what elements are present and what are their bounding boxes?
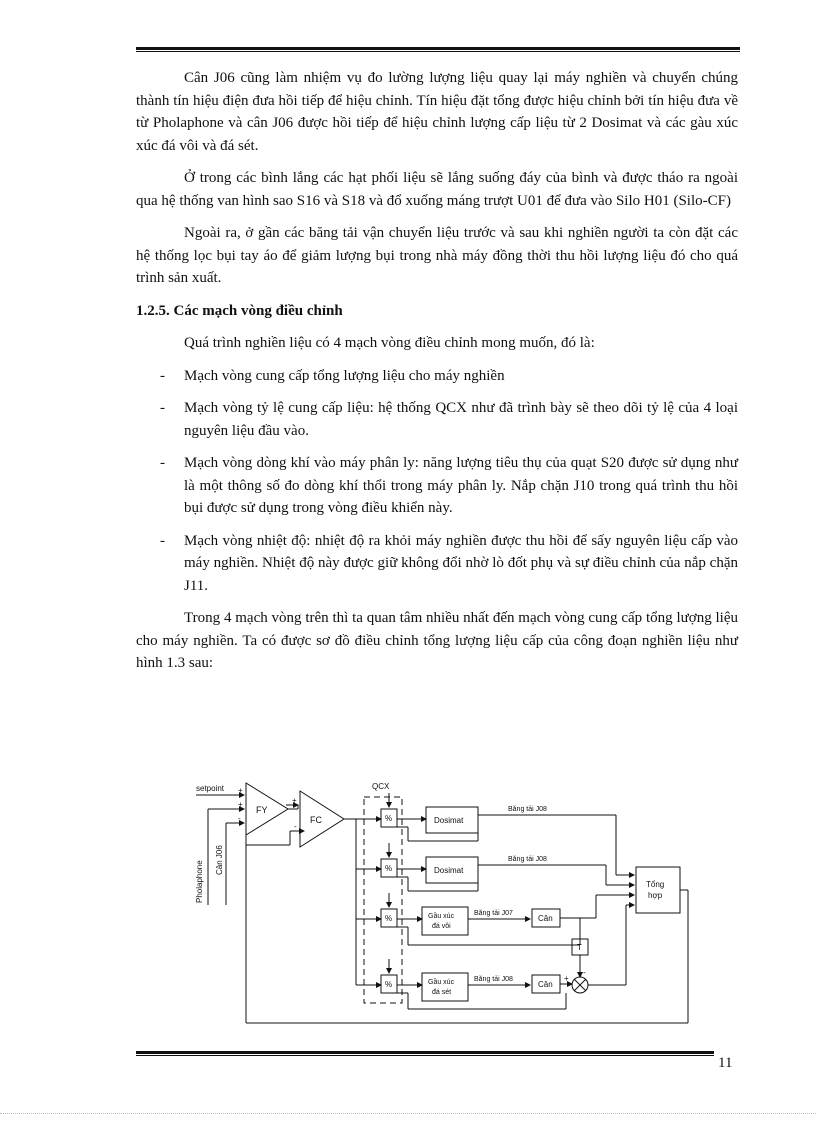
list-item: - Mạch vòng cung cấp tổng lượng liệu cho máy nghiền — [136, 365, 738, 388]
plus-sign: + — [292, 796, 297, 805]
dosimat-label: Dosimat — [434, 816, 464, 825]
minus-sign: - — [238, 814, 241, 823]
bullet-dash: - — [160, 455, 165, 471]
control-diagram — [186, 775, 696, 1027]
setpoint-label: setpoint — [196, 784, 225, 793]
percent-label: % — [385, 814, 393, 823]
belt-j08-label: Băng tải J08 — [508, 806, 547, 813]
belt-j08-label: Băng tải J08 — [474, 976, 513, 983]
belt-j07-label: Băng tải J07 — [474, 910, 513, 917]
paragraph-binh-lang: Ở trong các bình lắng các hạt phối liệu sẽ lắng suống đáy của bình và được tháo ra ngoài qua hệ thống van hình sao S16 và S18 và đổ xuống máng trượt U01 để đưa vào Silo H01 (Silo-CF) — [136, 170, 738, 209]
gau-da-set-label: Gầu xúc — [428, 979, 455, 986]
can-j06-label: Cân J06 — [215, 845, 224, 875]
header-rule — [136, 47, 740, 52]
pholaphone-label: Pholaphone — [195, 860, 204, 903]
belt-j08-label: Băng tải J08 — [508, 856, 547, 863]
plus-sign: + — [238, 800, 243, 809]
bullet-dash: - — [160, 400, 165, 416]
gau-da-voi-label: Gầu xúc — [428, 913, 455, 920]
t-label: T — [577, 943, 582, 952]
paragraph-loc-bui: Ngoài ra, ở gần các băng tải vận chuyển liệu trước và sau khi nghiền người ta còn đặt các hệ thống lọc bụi tay áo để giảm lượng bụi trong nhà máy đồng thời thu hồi lượng liệu đó cho quá trình sản xuất. — [136, 225, 738, 286]
footer-rule — [136, 1051, 714, 1056]
tong-hop-label: Tổng — [646, 880, 665, 889]
paragraph-figure-intro: Trong 4 mạch vòng trên thì ta quan tâm nhiều nhất đến mạch vòng cung cấp tổng lượng liệu cho máy nghiền. Ta có được sơ đồ điều chỉnh tổng lượng liệu cấp của công đoạn nghiền liệu như hình 1.3 sau: — [136, 610, 738, 671]
qcx-label: QCX — [372, 782, 390, 791]
page-number: 11 — [718, 1055, 733, 1071]
gau-da-voi-label: đá vôi — [432, 923, 451, 930]
list-item: - Mạch vòng nhiệt độ: nhiệt độ ra khỏi máy nghiền được thu hồi để sấy nguyên liệu cấp vào máy nghiền. Nhiệt độ này được giữ không đổi nhờ lò đốt phụ và sự điều chỉnh của nắp chặn J11. — [136, 530, 738, 598]
bullet-dash: - — [160, 367, 165, 384]
percent-label: % — [385, 980, 393, 989]
dosimat-label: Dosimat — [434, 866, 464, 875]
page-edge — [0, 1113, 816, 1114]
percent-label: % — [385, 864, 393, 873]
tong-hop-label: hợp — [648, 891, 663, 900]
can-label: Cân — [538, 914, 553, 923]
paragraph-can-j06: Cân J06 cũng làm nhiệm vụ đo lường lượng liệu quay lại máy nghiền và chuyển chúng thành tín hiệu điện đưa hồi tiếp để hiệu chỉnh. Tín hiệu đặt tổng được hiệu chỉnh bởi tín hiệu đưa về từ Pholaphone và cân J06 được hồi tiếp để hiệu chỉnh lượng cấp liệu từ 2 Dosimat và các gàu xúc xúc đá vôi và đá sét. — [136, 70, 738, 154]
minus-sign: - — [294, 822, 297, 831]
paragraph-intro-loops: Quá trình nghiền liệu có 4 mạch vòng điều chỉnh mong muốn, đó là: — [184, 335, 595, 351]
minus-sign: - — [583, 968, 586, 977]
section-heading: 1.2.5. Các mạch vòng điều chỉnh — [136, 302, 343, 319]
percent-label: % — [385, 914, 393, 923]
plus-sign: + — [238, 786, 243, 795]
page-content — [136, 67, 738, 685]
list-item: - Mạch vòng tỷ lệ cung cấp liệu: hệ thống QCX như đã trình bày sẽ theo dõi tỷ lệ của 4 loại nguyên liệu đầu vào. — [136, 397, 738, 442]
bullet-dash: - — [160, 532, 165, 549]
gau-da-set-label: đá sét — [432, 989, 452, 996]
loop-list — [136, 365, 738, 598]
fy-label: FY — [256, 805, 268, 815]
fc-label: FC — [310, 815, 322, 825]
plus-sign: + — [564, 974, 569, 983]
can-label: Cân — [538, 980, 553, 989]
list-item: - Mạch vòng dòng khí vào máy phân ly: năng lượng tiêu thụ của quạt S20 được sử dụng như là một thông số đo dòng khí thổi trong máy phân ly. Nắp chặn J10 trong quá trình thu hồi bụi được sử dụng trong vòng điều khiển này. — [136, 452, 738, 520]
